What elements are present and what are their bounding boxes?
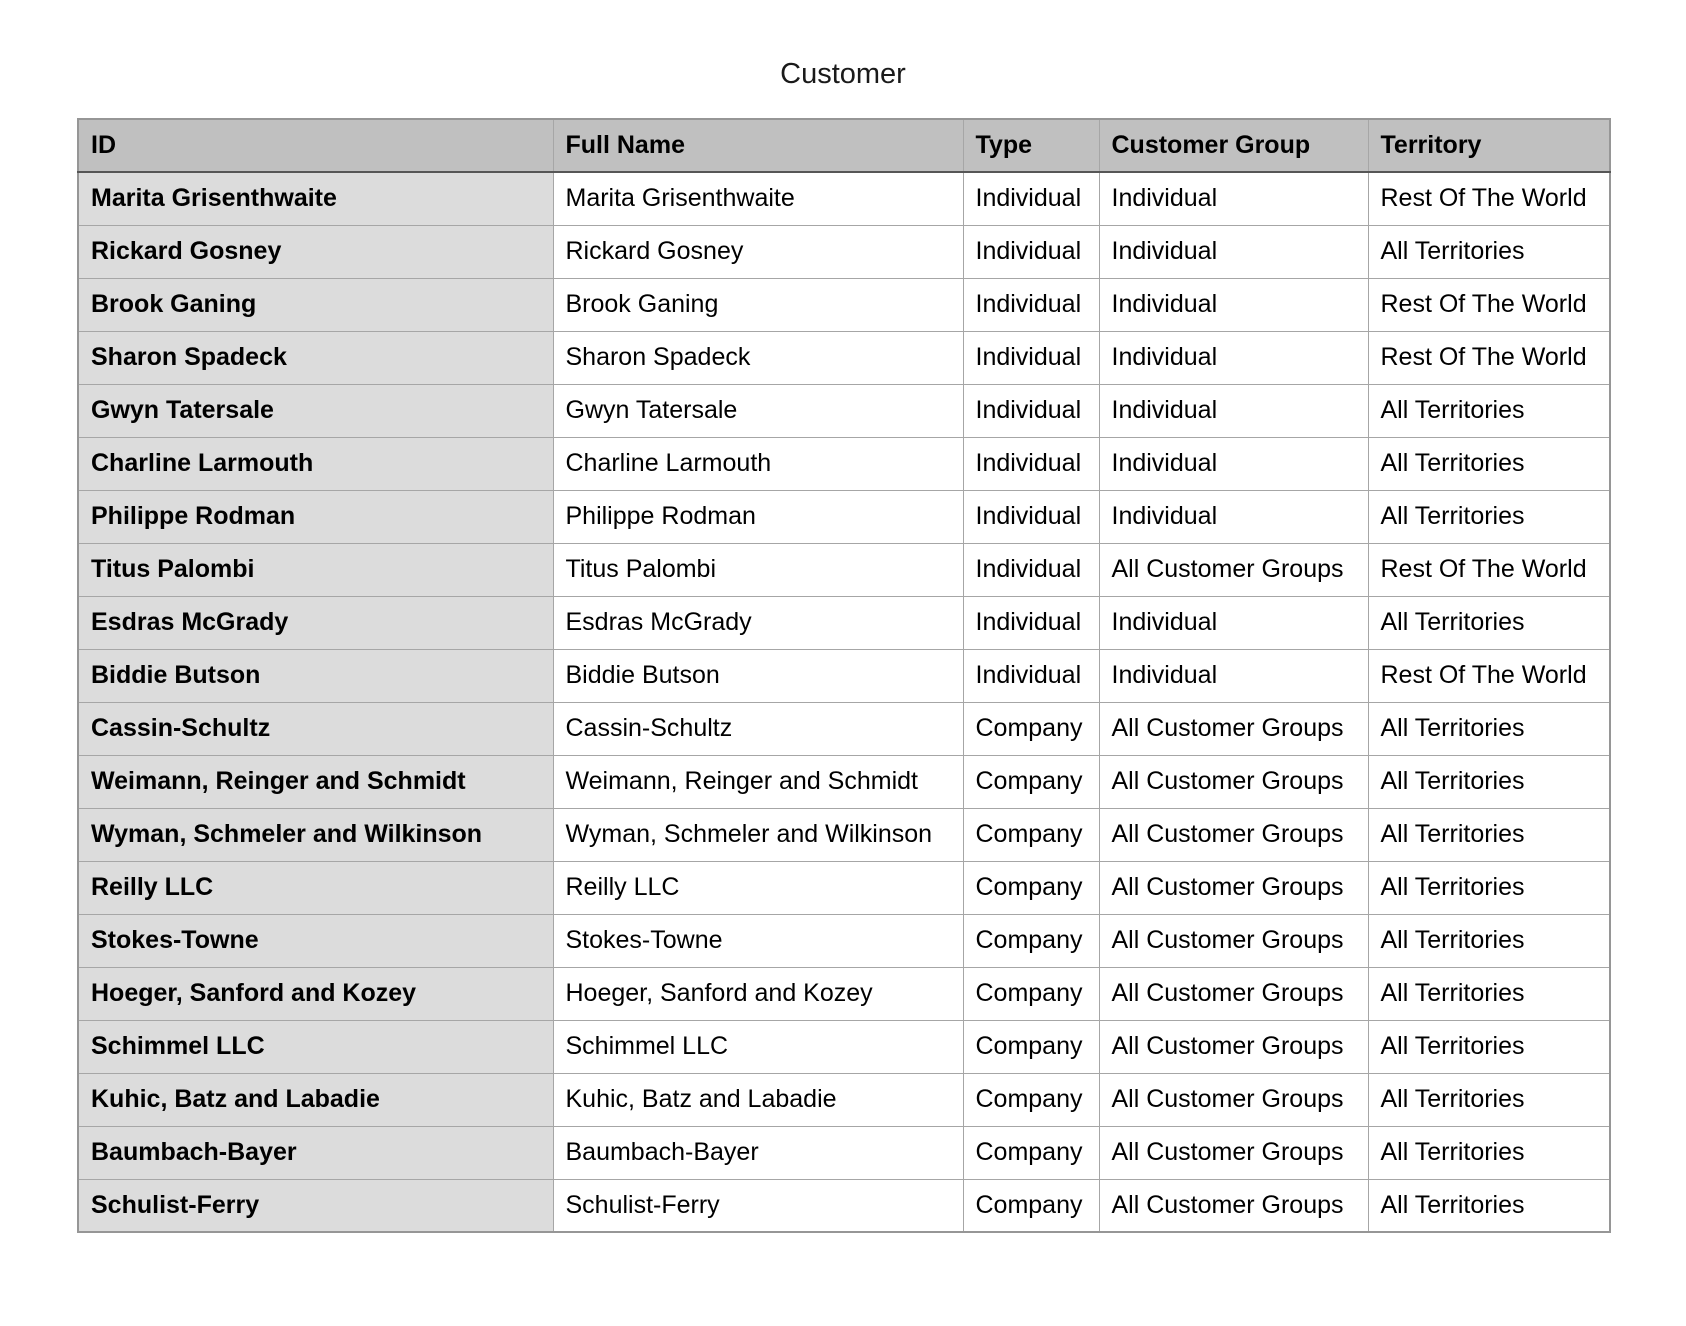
cell-type: Company (963, 1020, 1099, 1073)
cell-type: Individual (963, 649, 1099, 702)
cell-customer-group: Individual (1099, 172, 1368, 225)
cell-customer-group: Individual (1099, 490, 1368, 543)
cell-type: Company (963, 702, 1099, 755)
cell-type: Company (963, 755, 1099, 808)
table-row (78, 384, 1610, 437)
table-row (78, 649, 1610, 702)
cell-full-name: Reilly LLC (553, 861, 963, 914)
cell-type: Company (963, 808, 1099, 861)
cell-territory: All Territories (1368, 808, 1610, 861)
cell-type: Company (963, 914, 1099, 967)
cell-customer-group: All Customer Groups (1099, 914, 1368, 967)
cell-type: Company (963, 861, 1099, 914)
table-row (78, 437, 1610, 490)
cell-territory: All Territories (1368, 225, 1610, 278)
cell-territory: All Territories (1368, 755, 1610, 808)
cell-customer-group: Individual (1099, 331, 1368, 384)
cell-customer-group: All Customer Groups (1099, 702, 1368, 755)
cell-type: Individual (963, 384, 1099, 437)
table-row (78, 755, 1610, 808)
cell-type: Company (963, 967, 1099, 1020)
cell-customer-group: Individual (1099, 278, 1368, 331)
table-row (78, 967, 1610, 1020)
cell-territory: Rest Of The World (1368, 331, 1610, 384)
cell-customer-group: Individual (1099, 437, 1368, 490)
cell-territory: All Territories (1368, 1179, 1610, 1232)
cell-id: Gwyn Tatersale (78, 384, 553, 437)
cell-type: Individual (963, 596, 1099, 649)
cell-type: Company (963, 1073, 1099, 1126)
cell-full-name: Baumbach-Bayer (553, 1126, 963, 1179)
cell-customer-group: All Customer Groups (1099, 808, 1368, 861)
table-row (78, 702, 1610, 755)
cell-full-name: Sharon Spadeck (553, 331, 963, 384)
cell-customer-group: All Customer Groups (1099, 1020, 1368, 1073)
cell-id: Wyman, Schmeler and Wilkinson (78, 808, 553, 861)
cell-territory: All Territories (1368, 702, 1610, 755)
cell-id: Sharon Spadeck (78, 331, 553, 384)
cell-type: Individual (963, 437, 1099, 490)
cell-full-name: Rickard Gosney (553, 225, 963, 278)
column-header-id: ID (78, 119, 553, 172)
column-header-customer-group: Customer Group (1099, 119, 1368, 172)
cell-territory: All Territories (1368, 1020, 1610, 1073)
customer-table (77, 118, 1611, 1233)
cell-full-name: Wyman, Schmeler and Wilkinson (553, 808, 963, 861)
cell-full-name: Titus Palombi (553, 543, 963, 596)
cell-full-name: Weimann, Reinger and Schmidt (553, 755, 963, 808)
cell-id: Esdras McGrady (78, 596, 553, 649)
cell-id: Rickard Gosney (78, 225, 553, 278)
cell-full-name: Charline Larmouth (553, 437, 963, 490)
cell-full-name: Marita Grisenthwaite (553, 172, 963, 225)
cell-customer-group: All Customer Groups (1099, 755, 1368, 808)
cell-territory: All Territories (1368, 861, 1610, 914)
cell-territory: All Territories (1368, 490, 1610, 543)
column-header-type: Type (963, 119, 1099, 172)
table-row (78, 1179, 1610, 1232)
cell-id: Marita Grisenthwaite (78, 172, 553, 225)
cell-territory: All Territories (1368, 967, 1610, 1020)
cell-full-name: Cassin-Schultz (553, 702, 963, 755)
cell-id: Titus Palombi (78, 543, 553, 596)
cell-customer-group: Individual (1099, 384, 1368, 437)
cell-type: Individual (963, 172, 1099, 225)
table-row (78, 331, 1610, 384)
cell-customer-group: All Customer Groups (1099, 967, 1368, 1020)
cell-type: Company (963, 1179, 1099, 1232)
cell-full-name: Schimmel LLC (553, 1020, 963, 1073)
cell-id: Stokes-Towne (78, 914, 553, 967)
cell-id: Biddie Butson (78, 649, 553, 702)
cell-full-name: Stokes-Towne (553, 914, 963, 967)
header-row (78, 119, 1610, 172)
table-row (78, 808, 1610, 861)
cell-id: Baumbach-Bayer (78, 1126, 553, 1179)
cell-territory: All Territories (1368, 1126, 1610, 1179)
cell-id: Brook Ganing (78, 278, 553, 331)
table-body (78, 172, 1610, 1232)
cell-territory: Rest Of The World (1368, 649, 1610, 702)
cell-full-name: Biddie Butson (553, 649, 963, 702)
table-row (78, 543, 1610, 596)
cell-id: Kuhic, Batz and Labadie (78, 1073, 553, 1126)
cell-territory: All Territories (1368, 437, 1610, 490)
table-row (78, 1126, 1610, 1179)
cell-full-name: Esdras McGrady (553, 596, 963, 649)
table-row (78, 172, 1610, 225)
cell-type: Individual (963, 490, 1099, 543)
column-header-full-name: Full Name (553, 119, 963, 172)
cell-id: Reilly LLC (78, 861, 553, 914)
cell-full-name: Kuhic, Batz and Labadie (553, 1073, 963, 1126)
cell-territory: Rest Of The World (1368, 543, 1610, 596)
cell-customer-group: All Customer Groups (1099, 1179, 1368, 1232)
cell-id: Cassin-Schultz (78, 702, 553, 755)
cell-full-name: Schulist-Ferry (553, 1179, 963, 1232)
cell-customer-group: All Customer Groups (1099, 1126, 1368, 1179)
cell-type: Individual (963, 543, 1099, 596)
cell-type: Individual (963, 225, 1099, 278)
cell-customer-group: Individual (1099, 596, 1368, 649)
cell-territory: Rest Of The World (1368, 278, 1610, 331)
cell-id: Schimmel LLC (78, 1020, 553, 1073)
cell-id: Weimann, Reinger and Schmidt (78, 755, 553, 808)
cell-id: Charline Larmouth (78, 437, 553, 490)
cell-type: Company (963, 1126, 1099, 1179)
cell-territory: All Territories (1368, 384, 1610, 437)
table-row (78, 596, 1610, 649)
cell-id: Hoeger, Sanford and Kozey (78, 967, 553, 1020)
table-row (78, 914, 1610, 967)
table-row (78, 1073, 1610, 1126)
page-title: Customer (780, 58, 906, 90)
cell-full-name: Gwyn Tatersale (553, 384, 963, 437)
cell-territory: All Territories (1368, 1073, 1610, 1126)
cell-full-name: Philippe Rodman (553, 490, 963, 543)
cell-customer-group: Individual (1099, 649, 1368, 702)
cell-id: Philippe Rodman (78, 490, 553, 543)
cell-full-name: Brook Ganing (553, 278, 963, 331)
cell-type: Individual (963, 331, 1099, 384)
cell-territory: Rest Of The World (1368, 172, 1610, 225)
cell-customer-group: All Customer Groups (1099, 861, 1368, 914)
cell-territory: All Territories (1368, 914, 1610, 967)
cell-customer-group: All Customer Groups (1099, 1073, 1368, 1126)
cell-territory: All Territories (1368, 596, 1610, 649)
table-row (78, 861, 1610, 914)
cell-id: Schulist-Ferry (78, 1179, 553, 1232)
cell-customer-group: All Customer Groups (1099, 543, 1368, 596)
cell-type: Individual (963, 278, 1099, 331)
cell-customer-group: Individual (1099, 225, 1368, 278)
table-row (78, 1020, 1610, 1073)
cell-full-name: Hoeger, Sanford and Kozey (553, 967, 963, 1020)
column-header-territory: Territory (1368, 119, 1610, 172)
table-row (78, 225, 1610, 278)
table-row (78, 490, 1610, 543)
table-row (78, 278, 1610, 331)
